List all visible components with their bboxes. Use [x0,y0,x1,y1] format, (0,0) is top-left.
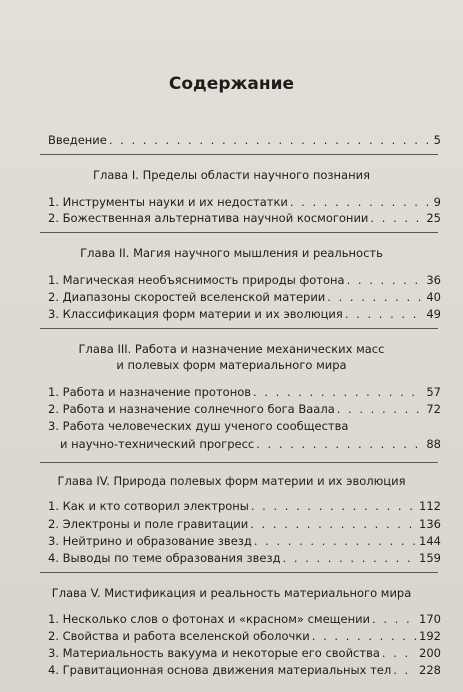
toc-entry-page: 200 [419,646,441,660]
toc-entry-label: 4. Гравитационная основа движения материальных тел [48,663,392,677]
toc-entry-page: 170 [419,612,441,626]
chapter-title-line2: и полевых форм материального мира [116,358,347,372]
toc-entry [48,271,441,287]
toc-entry [48,532,441,548]
leader-dots [327,290,424,304]
section-divider [40,232,438,233]
toc-entry-page: 25 [426,211,441,225]
toc-entry-label: 3. Классификация форм материи и их эволюция [48,307,343,321]
toc-entry-page: 36 [426,273,441,287]
toc-entry-label: 2. Диапазоны скоростей вселенской материи [48,290,326,304]
toc-entry [48,610,441,626]
toc-entry [48,288,441,304]
leader-dots [283,551,418,565]
chapter-title-line1: Глава III. Работа и назначение механических масс [78,342,385,356]
toc-entry-label: 2. Работа и назначение солнечного бога Ваала [48,402,335,416]
toc-entry [48,515,441,531]
toc-entry-label: 3. Материальность вакуума и некоторые его свойства [48,646,380,660]
toc-entry-label: 1. Инструменты науки и их недостатки [48,195,288,209]
toc-entry-page: 57 [426,385,441,399]
toc-entry [48,209,441,225]
toc-entry-label-line1: 3. Работа человеческих душ ученого сообщества [48,419,349,433]
toc-entry-page: 9 [433,195,441,209]
leader-dots [345,307,425,321]
toc-entry [60,435,441,451]
toc-entry-page: 88 [426,437,441,451]
toc-entry-label: 1. Несколько слов о фотонах и «красном» смещении [48,612,371,626]
leader-dots [372,612,417,626]
toc-entry [48,644,441,660]
section-divider [40,328,438,329]
toc-entry-page: 72 [426,402,441,416]
leader-dots [290,195,432,209]
leader-dots [370,211,424,225]
toc-entry-page: 5 [433,133,441,147]
toc-entry-page: 136 [419,517,441,531]
section-divider [40,572,438,573]
toc-entry [48,193,441,209]
chapter-title: Глава II. Магия научного мышления и реальность [80,246,383,260]
chapter-title: Глава I. Пределы области научного познания [92,168,370,182]
leader-dots [254,534,417,548]
toc-entry [48,497,441,513]
toc-entry [48,305,441,321]
toc-entry-page: 192 [419,629,441,643]
toc-entry-page: 40 [426,290,441,304]
leader-dots [256,437,424,451]
toc-entry-label: 3. Нейтрино и образование звезд [48,534,252,548]
leader-dots [253,385,424,399]
leader-dots [337,402,425,416]
leader-dots [251,499,417,513]
toc-entry-label: 2. Божественная альтернатива научной космогонии [48,211,369,225]
toc-entry-page: 228 [419,663,441,677]
toc-entry-label: 1. Магическая необъяснимость природы фотона [48,273,345,287]
toc-entry-label: 1. Как и кто сотворил электроны [48,499,249,513]
toc-entry-label: 2. Свойства и работа вселенской оболочки [48,629,310,643]
leader-dots [382,646,417,660]
toc-entry-intro [48,131,441,147]
leader-dots [347,273,425,287]
toc-entry [48,661,441,677]
toc-entry [48,400,441,416]
section-divider [40,462,438,463]
toc-entry-label: 4. Выводы по теме образования звезд [48,551,281,565]
page-title: Содержание [168,74,295,94]
section-divider [40,154,438,155]
chapter-title: Глава V. Мистификация и реальность материального мира [51,586,412,600]
toc-entry [48,549,441,565]
toc-entry-label: 1. Работа и назначение протонов [48,385,252,399]
toc-entry-label: 2. Электроны и поле гравитации [48,517,249,531]
leader-dots [393,663,417,677]
chapter-title: Глава IV. Природа полевых форм материи и их эволюция [57,474,406,488]
toc-entry [48,383,441,399]
toc-entry [48,627,441,643]
toc-entry-label: Введение [48,133,107,147]
toc-entry-page: 49 [426,307,441,321]
toc-entry-page: 159 [419,551,441,565]
toc-entry-page: 112 [419,499,441,513]
toc-entry-label-line2: и научно-технический прогресс [60,437,255,451]
toc-entry-page: 144 [419,534,441,548]
leader-dots [250,517,417,531]
leader-dots [312,629,417,643]
leader-dots [109,133,432,147]
